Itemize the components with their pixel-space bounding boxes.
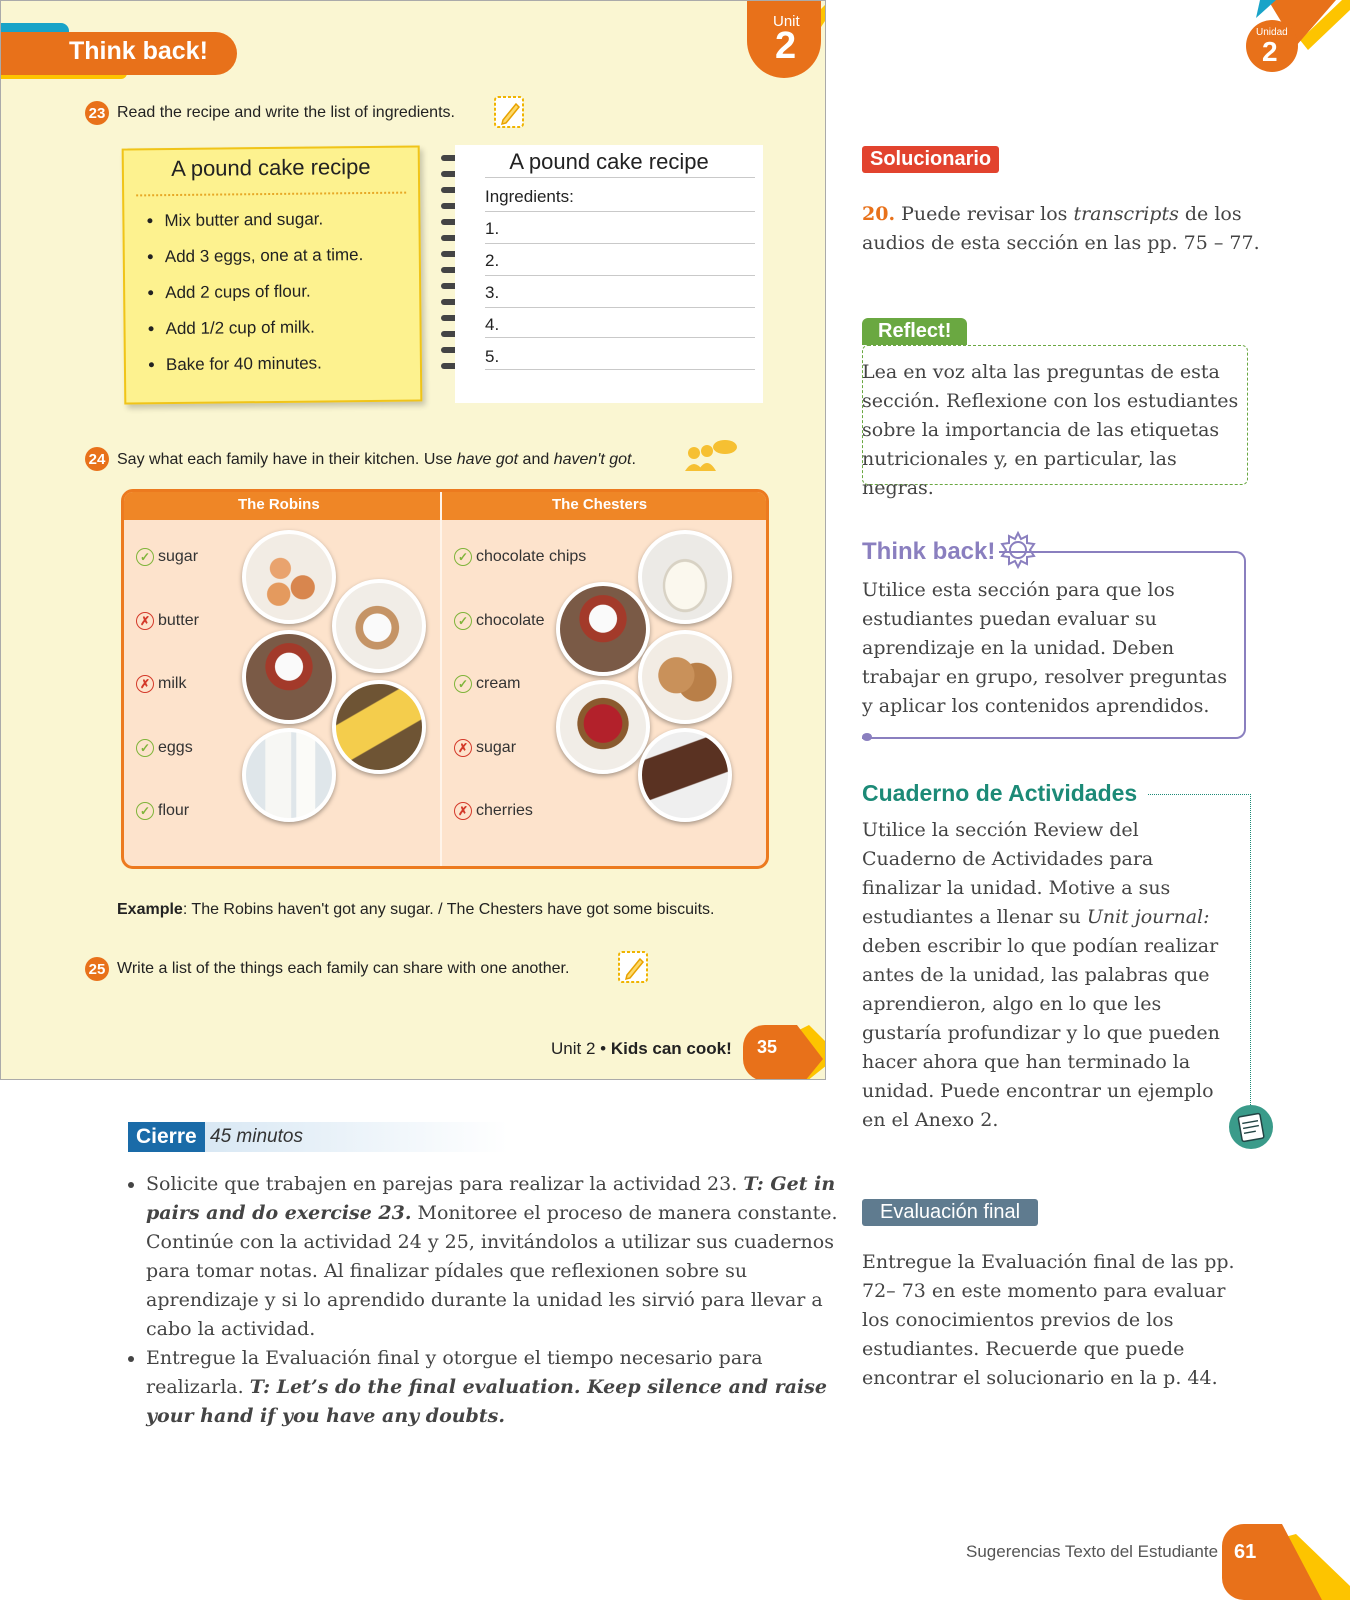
footer-title: Kids can cook! (610, 1039, 732, 1058)
task-24-havent-got: haven't got (553, 451, 632, 468)
header-title: Think back! (69, 37, 208, 65)
recipe-card-title: A pound cake recipe (171, 153, 371, 182)
cuaderno-italic: Unit journal: (1086, 906, 1210, 928)
cierre-bullet1-bold: T: Get in pairs and do exercise 23. (146, 1173, 836, 1224)
cierre-bullet2-text-a: Entregue la Evaluación final y otorgue el tiempo necesario para realizarla. (146, 1347, 763, 1398)
unidad-number: 2 (1262, 36, 1278, 67)
cross-icon: ✗ (454, 802, 472, 820)
item-label: butter (158, 612, 199, 629)
cookies-photo (638, 630, 732, 724)
ingredients-notebook (455, 145, 763, 403)
think-back-bottom-rule (862, 733, 872, 741)
notebook-line (485, 369, 755, 370)
check-icon: ✓ (454, 675, 472, 693)
cierre-bullet (146, 1170, 840, 1344)
cherries-photo (556, 680, 650, 774)
chesters-item (454, 548, 586, 566)
cuaderno-label: Cuaderno de Actividades (862, 780, 1138, 806)
cross-icon: ✗ (136, 675, 154, 693)
reflect-text: Lea en voz alta las preguntas de esta sección. Reflexione con los estudiantes sobre la importancia de las etiquetas nutricionales y, en particular, las negras. (862, 361, 1239, 499)
item-label: cherries (476, 802, 533, 819)
workbook-icon (1228, 1104, 1274, 1150)
robins-item (136, 612, 199, 630)
example-text: : The Robins haven't got any sugar. / The Chesters have got some biscuits. (182, 901, 715, 918)
robins-item (136, 739, 193, 757)
milk-photo (242, 728, 336, 822)
task-25-instruction: Write a list of the things each family can share with one another. (117, 960, 570, 977)
student-page-number: 35 (757, 1037, 778, 1057)
robins-item (136, 675, 186, 693)
check-icon: ✓ (136, 739, 154, 757)
cream-photo (638, 530, 732, 624)
task-24-and: and (518, 451, 554, 468)
check-icon: ✓ (136, 548, 154, 566)
check-icon: ✓ (136, 802, 154, 820)
write-pencil-icon (615, 948, 651, 986)
reflect-label: Reflect! (862, 318, 967, 345)
solucionario-number: 20. (862, 203, 896, 225)
task-24-period: . (631, 451, 636, 468)
cierre-time: 45 minutos (210, 1126, 303, 1147)
recipe-step: • Add 1/2 cup of milk. (165, 312, 364, 350)
page-number: 61 (1234, 1541, 1257, 1563)
recipe-card-divider (136, 192, 406, 197)
cierre-bullet1-text-b: Monitoree el proceso de manera constante. Continúe con la actividad 24 y 25, invitándolos a utilizar sus cuadernos para tomar notas. Al finalizar pídales que reflexionen sobre su aprendizaje y si lo aprendido durante la unidad les sirvió para llevar a cabo la actividad. (146, 1202, 838, 1340)
cierre-bullet1-text-a: Solicite que trabajen en parejas para realizar la actividad 23. (146, 1173, 744, 1195)
flour-bowl-photo (332, 579, 426, 673)
think-back-text: Utilice esta sección para que los estudiantes puedan evaluar su aprendizaje en la unidad. Deben trabajar en grupo, resolver preguntas y aplicar los contenidos aprendidos. (862, 579, 1228, 717)
example-label: Example (117, 901, 183, 918)
student-footer (551, 1039, 732, 1059)
check-icon: ✓ (454, 612, 472, 630)
cross-icon: ✗ (136, 612, 154, 630)
check-icon: ✓ (454, 548, 472, 566)
student-page (0, 0, 826, 1080)
student-page-number-badge (743, 1025, 826, 1080)
eggs-photo (242, 530, 336, 624)
cuaderno-text-a: Utilice la sección Review del Cuaderno de Actividades para finalizar la unidad. Motive a sus estudiantes a llenar su (862, 819, 1171, 928)
solucionario-italic: transcripts (1073, 203, 1179, 225)
notebook-line (485, 307, 755, 308)
task-24-have-got: have got (456, 451, 519, 468)
evaluacion-label: Evaluación final (862, 1199, 1038, 1226)
chocolate-photo (638, 728, 732, 822)
item-label: milk (158, 675, 187, 692)
unit-number: 2 (775, 25, 797, 67)
table-header (124, 492, 766, 520)
chesters-item (454, 802, 533, 820)
cross-icon: ✗ (454, 739, 472, 757)
notebook-title: A pound cake recipe (509, 149, 709, 174)
notebook-line-label: 3. (485, 283, 500, 302)
task-24-instruction (117, 451, 636, 469)
chesters-item (454, 612, 545, 630)
item-label: flour (158, 802, 190, 819)
robins-item (136, 802, 189, 820)
recipe-step: • Bake for 40 minutes. (166, 348, 365, 386)
page-footer-text: Sugerencias Texto del Estudiante (966, 1542, 1219, 1561)
cuaderno-text-b: deben escribir lo que podían realizar antes de la unidad, las palabras que aprendieron, algo en lo que les gustaría profundizar y lo que pueden hacer ahora que han terminado la unidad. Puede encontrar un ejemplo en el Anexo 2. (862, 935, 1220, 1131)
write-pencil-icon (491, 93, 527, 131)
notebook-line-label: 1. (485, 219, 500, 238)
gear-icon (998, 530, 1038, 570)
recipe-step: • Add 2 cups of flour. (165, 276, 364, 314)
family-kitchen-table (121, 489, 769, 869)
unit-label: Unit (773, 13, 800, 30)
recipe-step: • Mix butter and sugar. (164, 204, 363, 242)
robins-item (136, 548, 198, 566)
column-divider (440, 492, 442, 866)
robins-header: The Robins (238, 496, 320, 513)
recipe-step: • Add 3 eggs, one at a time. (165, 240, 364, 278)
task-23-instruction: Read the recipe and write the list of ingredients. (117, 104, 455, 121)
speaking-pair-icon (683, 437, 739, 477)
chesters-header: The Chesters (552, 496, 648, 513)
notebook-line-label: 2. (485, 251, 500, 270)
sugar-bowl-photo-2 (556, 582, 650, 676)
cierre-label: Cierre (128, 1122, 205, 1152)
unidad-label: Unidad (1256, 27, 1288, 38)
notebook-line (485, 275, 755, 276)
recipe-steps-list (136, 204, 364, 386)
item-label: chocolate (476, 612, 545, 629)
item-label: sugar (476, 739, 517, 756)
chesters-item (454, 675, 520, 693)
notebook-line (485, 177, 755, 178)
think-back-label: Think back! (862, 538, 999, 566)
evaluacion-text: Entregue la Evaluación final de las pp. 72– 73 en este momento para evaluar los conocimientos previos de los estudiantes. Recuerde que puede encontrar el solucionario en la p. 44. (862, 1251, 1235, 1389)
notebook-line (485, 337, 755, 338)
task-24-number: 24 (85, 447, 109, 471)
item-label: sugar (158, 548, 199, 565)
notebook-line-label: 4. (485, 315, 500, 334)
item-label: eggs (158, 739, 193, 756)
solucionario-text-a: Puede revisar los (895, 203, 1074, 225)
notebook-line (485, 211, 755, 212)
chesters-item (454, 739, 516, 757)
cierre-list (128, 1170, 840, 1431)
task-24-text: Say what each family have in their kitchen. Use (117, 451, 457, 468)
task-25-number: 25 (85, 957, 109, 981)
recipe-card (122, 145, 423, 404)
cierre-bullet (146, 1344, 840, 1431)
notebook-line (485, 243, 755, 244)
footer-unit: Unit 2 • (551, 1039, 611, 1058)
item-label: cream (476, 675, 521, 692)
item-label: chocolate chips (476, 548, 587, 565)
example-sentence (117, 901, 714, 919)
cierre-bullet2-bold: T: Let’s do the final evaluation. Keep silence and raise your hand if you have any doubts. (146, 1376, 827, 1427)
sugar-bowl-photo (242, 630, 336, 724)
notebook-ingredients-label: Ingredients: (485, 187, 574, 206)
cuaderno-text (862, 816, 1232, 1135)
butter-photo (332, 680, 426, 774)
task-23-number: 23 (85, 101, 109, 125)
solucionario-text (862, 200, 1262, 258)
solucionario-text-b: de los audios de esta sección en las pp. 75 – 77. (862, 203, 1260, 254)
notebook-line-label: 5. (485, 347, 500, 366)
solucionario-label: Solucionario (862, 146, 999, 173)
